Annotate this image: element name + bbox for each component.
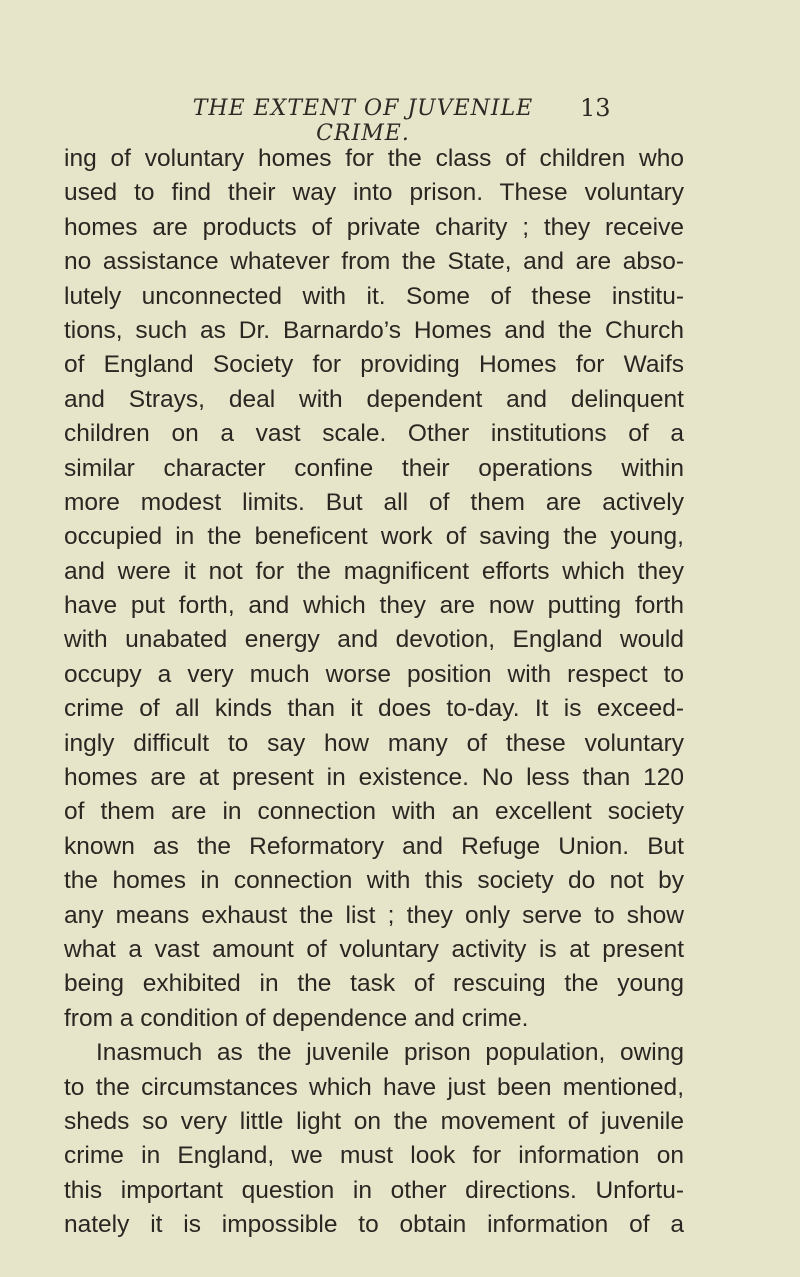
text-line: the homes in connection with this society do not by <box>64 867 684 895</box>
text-line: of them are in connection with an excellent society <box>64 798 684 826</box>
text-line: have put forth, and which they are now putting forth <box>64 592 684 620</box>
text-line: crime of all kinds than it does to-day. It is exceed- <box>64 695 684 723</box>
text-line: occupied in the beneficent work of saving the young, <box>64 523 684 551</box>
text-line: more modest limits. But all of them are actively <box>64 488 684 516</box>
text-line: occupy a very much worse position with respect to <box>64 660 684 688</box>
text-line: crime in England, we must look for information on <box>64 1142 684 1170</box>
text-line: similar character confine their operations within <box>64 454 684 482</box>
text-line: used to find their way into prison. These voluntary <box>64 179 684 207</box>
text-line: with unabated energy and devotion, England would <box>64 626 684 654</box>
paragraph-end-line: from a condition of dependence and crime. <box>64 1004 529 1032</box>
text-line: children on a vast scale. Other institutions of a <box>64 420 684 448</box>
text-line: this important question in other directions. Unfortu- <box>64 1176 684 1204</box>
text-line: ing of voluntary homes for the class of children who <box>64 145 684 172</box>
running-head: THE EXTENT OF JUVENILE CRIME. <box>192 96 534 146</box>
text-line: of England Society for providing Homes for Waifs <box>64 351 684 379</box>
text-line: what a vast amount of voluntary activity is at present <box>64 935 684 963</box>
text-line: homes are at present in existence. No less than 120 <box>64 764 684 792</box>
text-line: to the circumstances which have just been mentioned, <box>64 1073 684 1101</box>
text-line: known as the Reformatory and Refuge Union. But <box>64 832 684 860</box>
text-line: and were it not for the magnificent efforts which they <box>64 557 684 585</box>
text-line: ingly difficult to say how many of these voluntary <box>64 729 684 757</box>
text-line: homes are products of private charity ; they receive <box>64 213 684 241</box>
text-line: nately it is impossible to obtain information of a <box>64 1211 684 1239</box>
text-line: and Strays, deal with dependent and delinquent <box>64 385 684 413</box>
text-line: no assistance whatever from the State, and are abso- <box>64 248 684 276</box>
body-text <box>64 142 684 1243</box>
page-number: 13 <box>580 94 611 122</box>
text-line: sheds so very little light on the movement of juvenile <box>64 1107 684 1135</box>
text-line: tions, such as Dr. Barnardo’s Homes and the Church <box>64 316 684 344</box>
text-line: any means exhaust the list ; they only serve to show <box>64 901 684 929</box>
text-line: lutely unconnected with it. Some of these institu- <box>64 282 684 310</box>
paragraph-start-line: Inasmuch as the juvenile prison population, owing <box>96 1039 684 1067</box>
text-line: being exhibited in the task of rescuing the young <box>64 970 684 998</box>
